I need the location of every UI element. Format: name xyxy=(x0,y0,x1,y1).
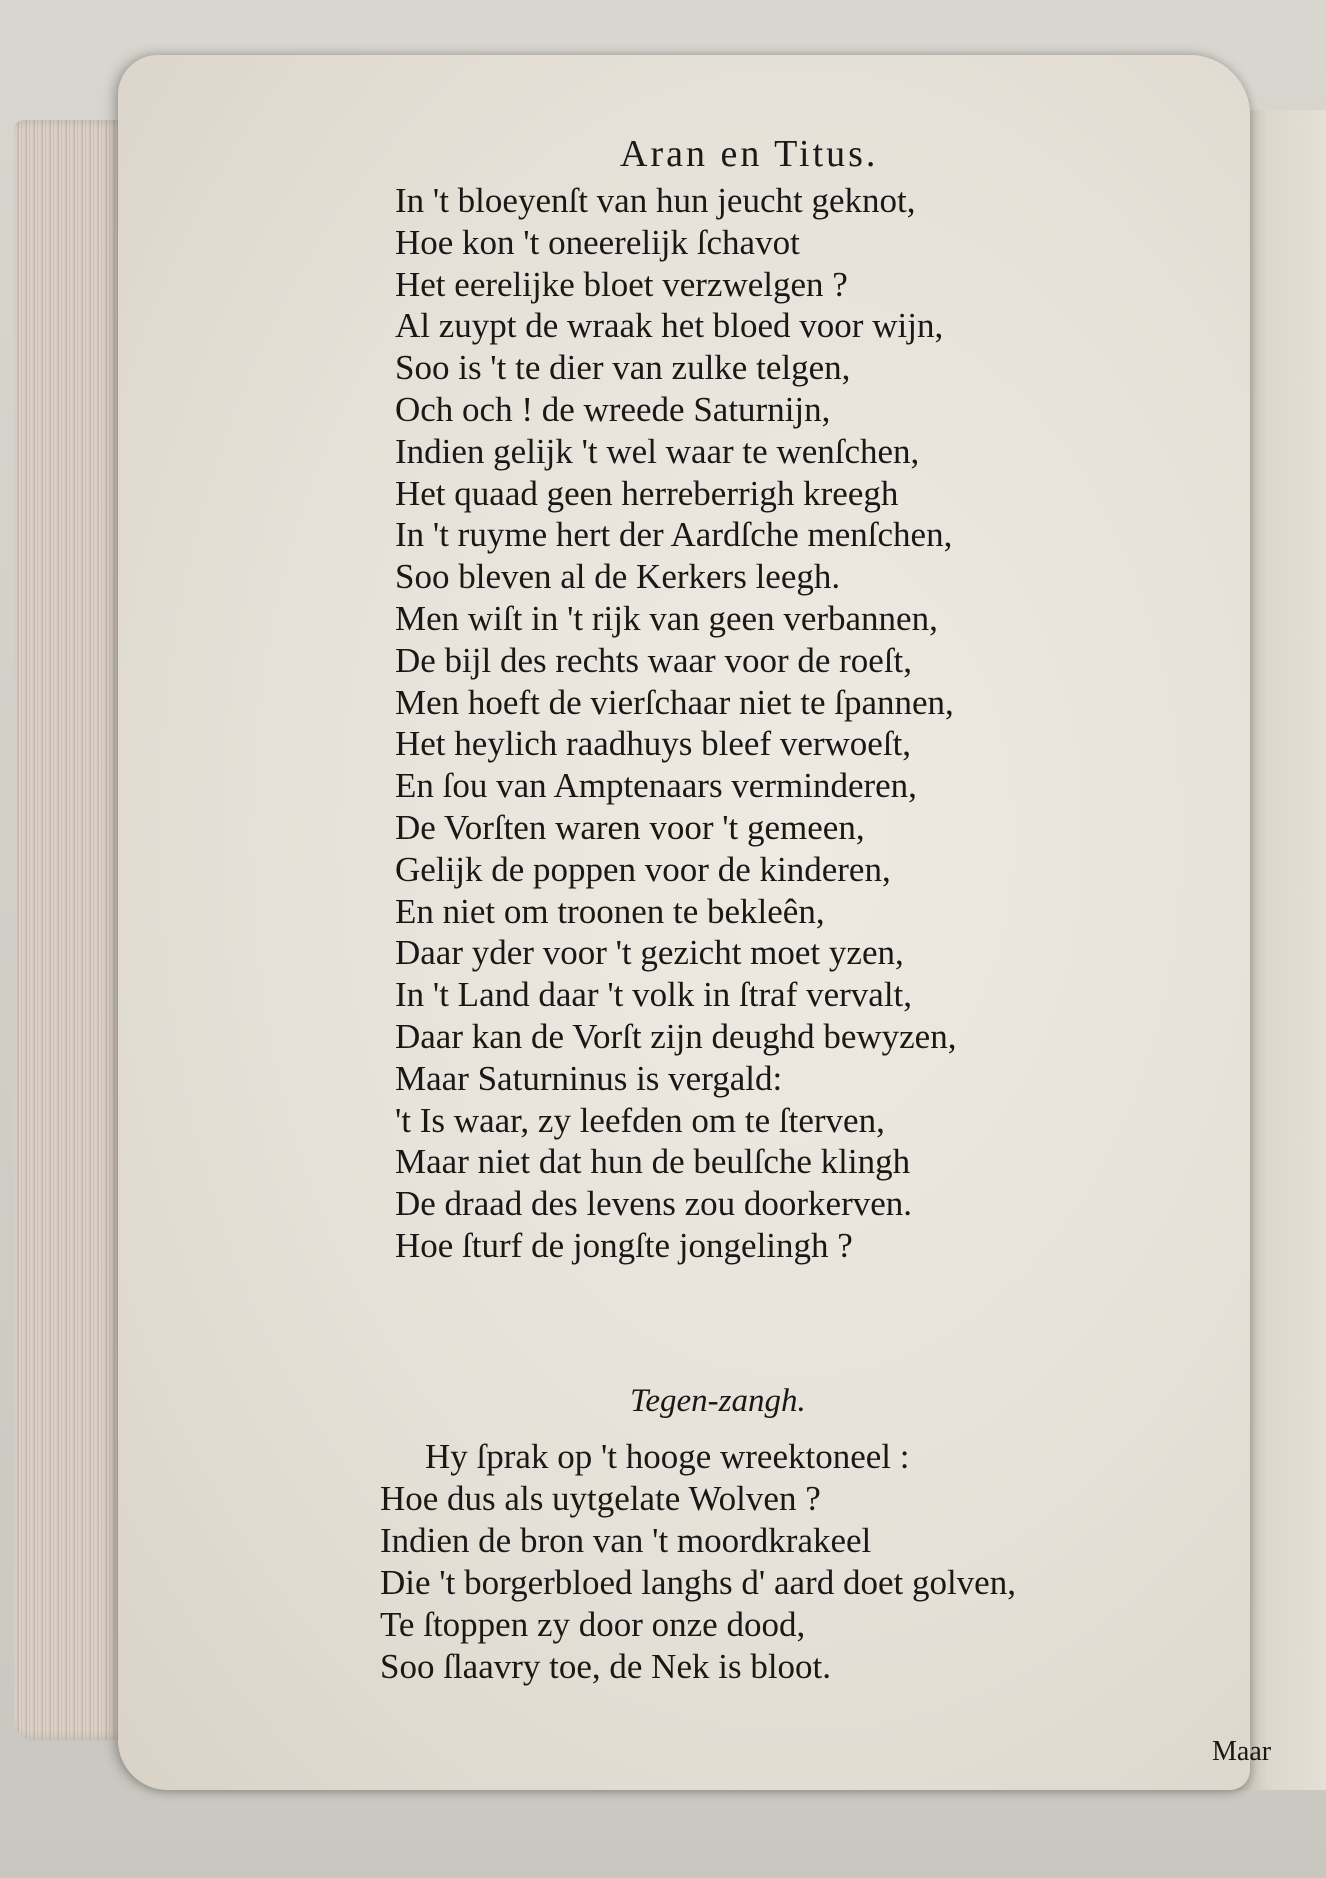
verse-line: Het quaad geen herreberrigh kreegh xyxy=(395,473,899,513)
verse-line: Hy ſprak op 't hooge wreektoneel : xyxy=(425,1437,910,1476)
verse-line: Te ſtoppen zy door onze dood, xyxy=(380,1605,806,1644)
verse-line: De bijl des rechts waar voor de roeſt, xyxy=(395,640,913,680)
verse-line: In 't ruyme hert der Aardſche menſchen, xyxy=(395,515,953,555)
verse-line: Daar kan de Vorſt zijn deughd bewyzen, xyxy=(395,1016,957,1056)
verse-block xyxy=(395,180,1175,1267)
verse-line: Hoe dus als uytgelate Wolven ? xyxy=(380,1479,821,1518)
verse-line: Maar niet dat hun de beulſche klingh xyxy=(395,1142,911,1182)
running-head: Aran en Titus. xyxy=(620,133,879,175)
verse-line: Soo is 't te dier van zulke telgen, xyxy=(395,348,851,388)
second-verse-block xyxy=(380,1436,1180,1688)
verse-line: Och och ! de wreede Saturnijn, xyxy=(395,389,831,429)
verse-line: Hoe kon 't oneerelijk ſchavot xyxy=(395,222,800,262)
verse-line: Men wiſt in 't rijk van geen verbannen, xyxy=(395,598,938,638)
verse-line: Soo ſlaavry toe, de Nek is bloot. xyxy=(380,1647,832,1686)
verse-line: En niet om troonen te bekleên, xyxy=(395,891,825,931)
verse-line: Gelijk de poppen voor de kinderen, xyxy=(395,849,891,889)
verse-line: De draad des levens zou doorkerven. xyxy=(395,1184,913,1224)
verse-line: Indien gelijk 't wel waar te wenſchen, xyxy=(395,431,920,471)
verse-line: Daar yder voor 't gezicht moet yzen, xyxy=(395,933,904,973)
verse-line: In 't bloeyenſt van hun jeucht geknot, xyxy=(395,181,916,220)
verse-line: En ſou van Amptenaars verminderen, xyxy=(395,766,917,806)
verse-line: Indien de bron van 't moordkrakeel xyxy=(380,1521,872,1560)
verse-line: Men hoeft de vierſchaar niet te ſpannen, xyxy=(395,682,954,722)
section-heading: Tegen-zangh. xyxy=(630,1383,806,1419)
verse-line: Die 't borgerbloed langhs d' aard doet golven, xyxy=(380,1563,1016,1602)
catchword: Maar xyxy=(1212,1736,1272,1767)
verse-line: 't Is waar, zy leefden om te ſterven, xyxy=(395,1100,885,1140)
verse-line: Al zuypt de wraak het bloed voor wijn, xyxy=(395,306,944,346)
verse-line: Het heylich raadhuys bleef verwoeſt, xyxy=(395,724,912,764)
verse-line: In 't Land daar 't volk in ſtraf vervalt, xyxy=(395,975,913,1015)
verse-line: Hoe ſturf de jongſte jongelingh ? xyxy=(395,1225,853,1265)
verse-line: Maar Saturninus is vergald: xyxy=(395,1058,783,1098)
verse-line: Het eerelijke bloet verzwelgen ? xyxy=(395,264,848,304)
verse-line: De Vorſten waren voor 't gemeen, xyxy=(395,807,865,847)
verse-line: Soo bleven al de Kerkers leegh. xyxy=(395,557,841,597)
